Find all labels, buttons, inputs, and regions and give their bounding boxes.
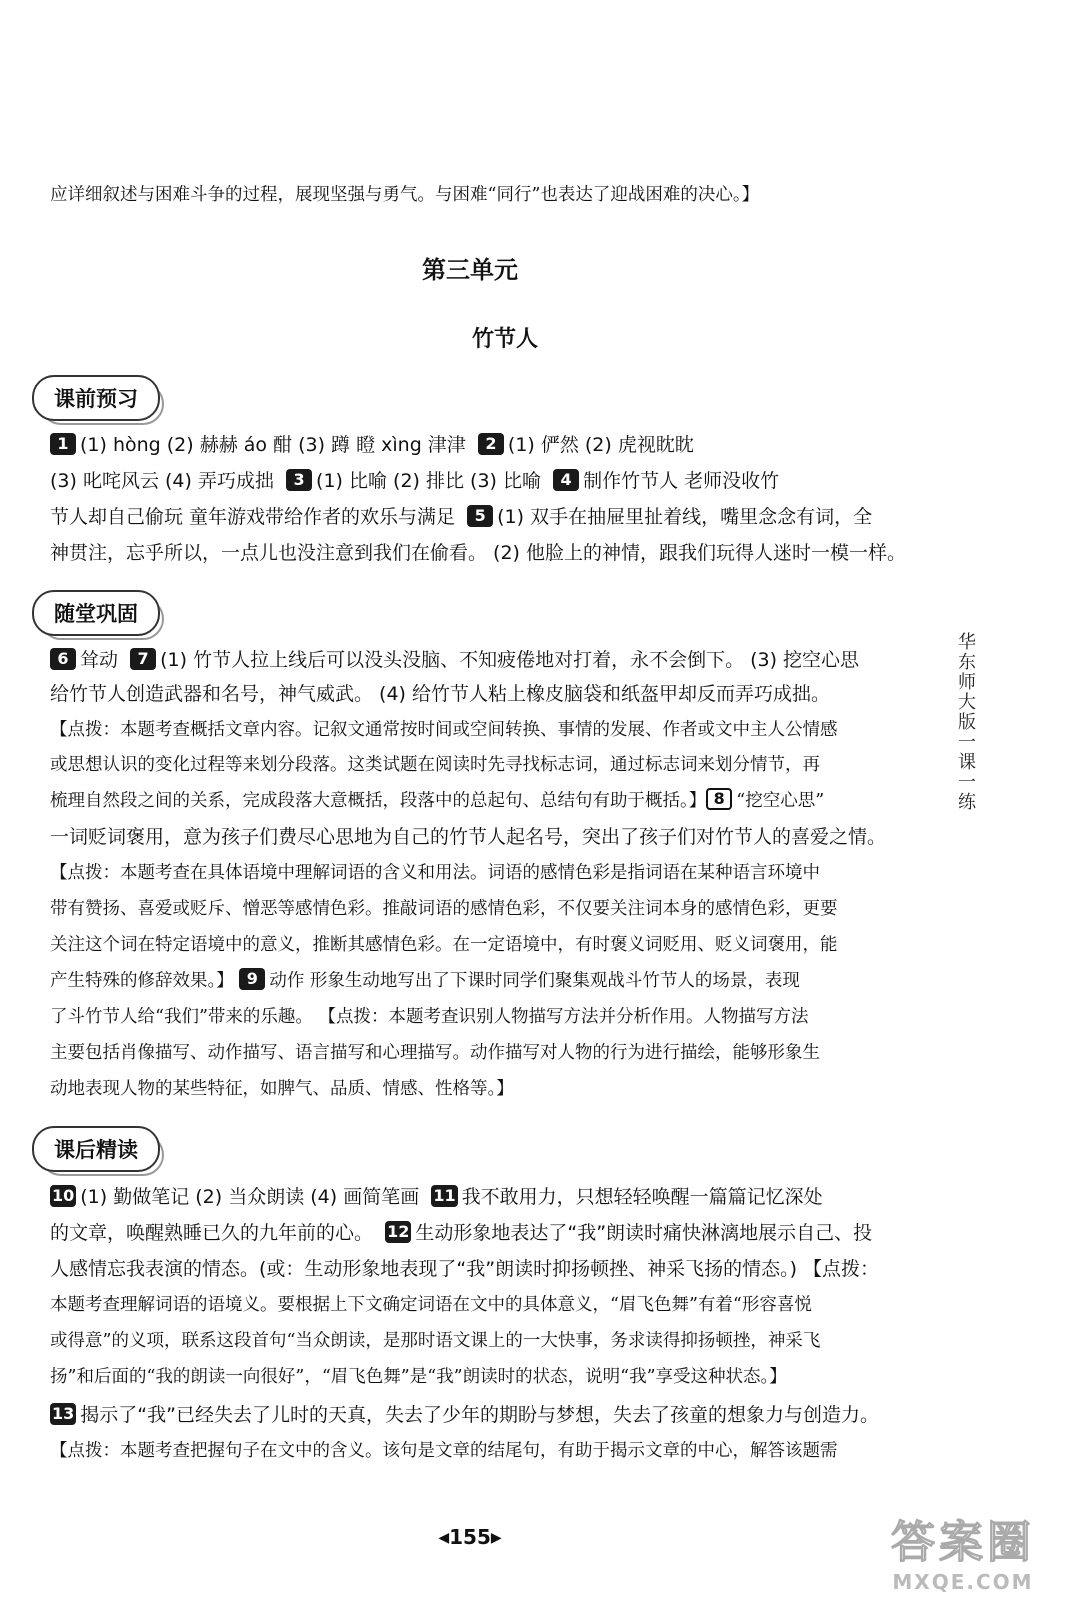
- section-label-reading: 课后精读: [32, 1126, 160, 1172]
- page-number: [0, 1525, 940, 1549]
- question-number: 10: [52, 1186, 75, 1205]
- answer-text: (1) hòng (2) 赫赫 áo 酣 (3) 蹲 瞪 xìng 津津: [80, 434, 466, 456]
- question-number: 8: [706, 788, 732, 810]
- question-number: 4: [553, 469, 579, 491]
- answer-line: [50, 1180, 910, 1214]
- answer-line: 给竹节人创造武器和名号，神气威武。 (4) 给竹节人粘上橡皮脑袋和纸盔甲却反而弄巧成拙。: [50, 683, 830, 705]
- left-triangle-icon: ◀: [438, 1530, 450, 1546]
- hint-line: [50, 784, 910, 818]
- hint-line: 【点拨：本题考查把握句子在文中的含义。该句是文章的结尾句，有助于揭示文章的中心，解答该题需: [50, 1441, 838, 1461]
- question-number: 13: [52, 1404, 75, 1423]
- answer-text: (1) 勤做笔记 (2) 当众朗读 (4) 画简笔画: [80, 1186, 420, 1208]
- answer-text: (1) 竹节人拉上线后可以没头没脑、不知疲倦地对打着，永不会倒下。 (3) 挖空心思: [160, 649, 860, 671]
- question-number: 6: [50, 648, 76, 670]
- hint-line: 本题考查理解词语的语境义。要根据上下文确定词语在文中的具体意义，“眉飞色舞”有着“形容喜悦: [50, 1295, 812, 1315]
- right-triangle-icon: ▶: [490, 1530, 502, 1546]
- answer-text: 生动形象地表达了“我”朗读时痛快淋漓地展示自己、投: [415, 1222, 873, 1244]
- hint-line: 动地表现人物的某些特征，如脾气、品质、情感、性格等。】: [50, 1079, 514, 1099]
- question-number: 1: [50, 433, 76, 455]
- question-number: 5: [467, 505, 493, 527]
- answer-text: (1) 比喻 (2) 排比 (3) 比喻: [316, 470, 541, 492]
- answer-text: 揭示了“我”已经失去了儿时的天真，失去了少年的期盼与梦想，失去了孩童的想象力与创造力。: [80, 1404, 879, 1426]
- side-label: 华东师大版一课一练: [955, 632, 976, 812]
- answer-text: “挖空心思”: [736, 791, 825, 811]
- answer-line: 人感情忘我表演的情态。(或：生动形象地表现了“我”朗读时抑扬顿挫、神采飞扬的情态。) 【点拨：: [50, 1258, 880, 1280]
- answer-text: 的文章，唤醒熟睡已久的九年前的心。: [50, 1222, 374, 1244]
- question-number: 11: [433, 1186, 456, 1205]
- answer-text: (1) 双手在抽屉里扯着线，嘴里念念有词，全: [497, 506, 873, 528]
- answer-text: 耸动: [80, 649, 119, 671]
- answer-line: [50, 1398, 910, 1432]
- hint-text: 梳理自然段之间的关系，完成段落大意概括，段落中的总起句、总结句有助于概括。】: [50, 791, 707, 811]
- continued-text: 应详细叙述与困难斗争的过程，展现坚强与勇气。与困难“同行”也表达了迎战困难的决心。】: [50, 185, 760, 205]
- answer-line: 一词贬词褒用，意为孩子们费尽心思地为自己的竹节人起名号，突出了孩子们对竹节人的喜爱之情。: [50, 826, 887, 848]
- question-number: 3: [286, 469, 312, 491]
- hint-line: 或得意”的义项，联系这段首句“当众朗读，是那时语文课上的一大快事，务求读得抑扬顿挫，神采飞: [50, 1331, 821, 1351]
- watermark: [868, 1506, 1058, 1596]
- unit-title: 第三单元: [422, 256, 518, 284]
- answer-line: [50, 643, 910, 677]
- hint-line: 【点拨：本题考查在具体语境中理解词语的含义和用法。词语的感情色彩是指词语在某种语言环境中: [50, 863, 820, 883]
- question-number: 2: [478, 433, 504, 455]
- hint-line: 带有赞扬、喜爱或贬斥、憎恶等感情色彩。推敲词语的感情色彩，不仅要关注词本身的感情色彩，更要: [50, 899, 838, 919]
- watermark-logo: 答案圈: [891, 1517, 1035, 1568]
- answer-text: (1) 俨然 (2) 虎视眈眈: [507, 434, 694, 456]
- lesson-title: 竹节人: [471, 327, 538, 352]
- question-number: 12: [387, 1222, 410, 1241]
- answer-text: 节人却自己偷玩 童年游戏带给作者的欢乐与满足: [50, 506, 456, 528]
- hint-line: 【点拨：本题考查概括文章内容。记叙文通常按时间或空间转换、事情的发展、作者或文中主人公情感: [50, 720, 838, 740]
- answer-line: [50, 500, 910, 534]
- answer-line: [50, 464, 910, 498]
- answer-line: 神贯注，忘乎所以，一点儿也没注意到我们在偷看。 (2) 他脸上的神情，跟我们玩得人迷时一模一样。: [50, 542, 906, 564]
- answer-text: (3) 叱咤风云 (4) 弄巧成拙: [50, 470, 274, 492]
- section-label-preview: 课前预习: [32, 375, 160, 421]
- answer-text: 制作竹节人 老师没收竹: [583, 470, 780, 492]
- hint-line: 扬”和后面的“我的朗读一向很好”，“眉飞色舞”是“我”朗读时的状态，说明“我”享受这种状态。】: [50, 1367, 787, 1387]
- answer-line: [50, 428, 910, 462]
- hint-line: 主要包括肖像描写、动作描写、语言描写和心理描写。动作描写对人物的行为进行描绘，能够形象生: [50, 1043, 820, 1063]
- hint-line: 关注这个词在特定语境中的意义，推断其感情色彩。在一定语境中，有时褒义词贬用、贬义词褒用，能: [50, 935, 838, 955]
- page-number-text: 155: [449, 1525, 491, 1549]
- answer-text: 我不敢用力，只想轻轻唤醒一篇篇记忆深处: [461, 1186, 823, 1208]
- section-label-consolidate: 随堂巩固: [32, 590, 160, 636]
- answer-text: 动作 形象生动地写出了下课时同学们聚集观战斗竹节人的场景，表现: [269, 971, 800, 991]
- hint-line: [50, 964, 910, 998]
- answer-line: [50, 1216, 910, 1250]
- hint-line: 或思想认识的变化过程等来划分段落。这类试题在阅读时先寻找标志词，通过标志词来划分情节，再: [50, 755, 820, 775]
- hint-text: 产生特殊的修辞效果。】: [50, 971, 234, 991]
- question-number: 9: [239, 968, 265, 990]
- question-number: 7: [130, 648, 156, 670]
- watermark-url: MXQE.COM: [892, 1570, 1034, 1594]
- hint-line: 了斗竹节人给“我们”带来的乐趣。 【点拨：本题考查识别人物描写方法并分析作用。人物描写方法: [50, 1007, 809, 1027]
